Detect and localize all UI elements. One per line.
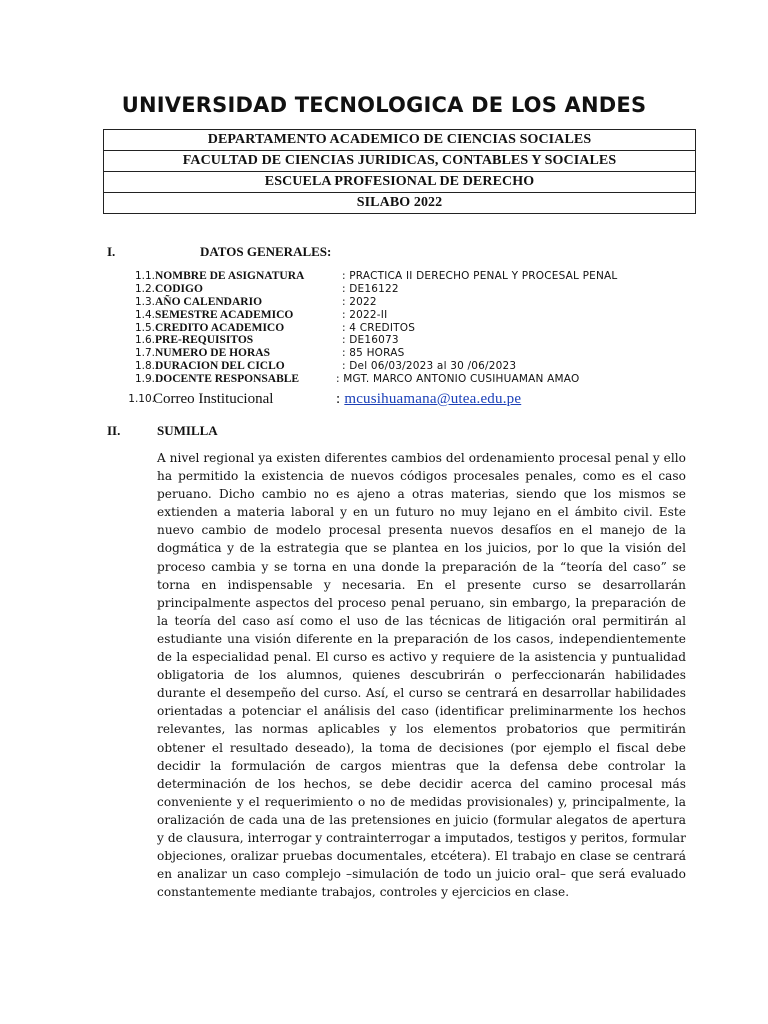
list-item bbox=[120, 334, 720, 347]
item-value: : DE16122 bbox=[342, 282, 399, 295]
section-2-title: SUMILLA bbox=[157, 423, 218, 438]
school-cell: ESCUELA PROFESIONAL DE DERECHO bbox=[104, 172, 696, 193]
item-number: 1.2. bbox=[134, 282, 155, 295]
item-label: DURACION DEL CICLO bbox=[155, 360, 285, 373]
list-item bbox=[120, 322, 720, 335]
item-label: NUMERO DE HORAS bbox=[155, 347, 271, 360]
document-title: UNIVERSIDAD TECNOLOGICA DE LOS ANDES bbox=[121, 93, 647, 117]
item-value: : 85 HORAS bbox=[342, 347, 405, 360]
item-label: SEMESTRE ACADEMICO bbox=[155, 308, 294, 321]
item-label: Correo Institucional bbox=[153, 391, 274, 408]
list-item bbox=[120, 283, 720, 296]
item-value: : 2022-II bbox=[342, 308, 388, 321]
faculty-cell: FACULTAD DE CIENCIAS JURIDICAS, CONTABLES Y SOCIALES bbox=[104, 151, 696, 172]
item-value: : DE16073 bbox=[342, 334, 399, 347]
item-value: : 2022 bbox=[342, 295, 377, 308]
item-number: 1.8. bbox=[134, 360, 155, 373]
header-row bbox=[104, 172, 696, 193]
item-value: : MGT. MARCO ANTONIO CUSIHUAMAN AMAO bbox=[336, 373, 580, 386]
item-number: 1.1. bbox=[134, 270, 155, 282]
item-label: DOCENTE RESPONSABLE bbox=[155, 373, 300, 386]
section-1-title: DATOS GENERALES: bbox=[200, 244, 332, 259]
list-item-email bbox=[120, 389, 720, 409]
department-cell: DEPARTAMENTO ACADEMICO DE CIENCIAS SOCIALES bbox=[104, 130, 696, 151]
item-value bbox=[336, 389, 521, 409]
item-label: PRE-REQUISITOS bbox=[155, 334, 254, 347]
header-row bbox=[104, 130, 696, 151]
list-item bbox=[120, 296, 720, 309]
item-number: 1.10. bbox=[128, 393, 155, 406]
list-item bbox=[120, 373, 720, 386]
syllabus-cell: SILABO 2022 bbox=[104, 193, 696, 214]
item-label: NOMBRE DE ASIGNATURA bbox=[155, 270, 305, 282]
item-label: AÑO CALENDARIO bbox=[155, 295, 263, 308]
header-row bbox=[104, 151, 696, 172]
item-number: 1.6. bbox=[134, 334, 155, 347]
list-item bbox=[120, 347, 720, 360]
sumilla-paragraph: A nivel regional ya existen diferentes cambios del ordenamiento procesal penal y ello ha permitido la existencia de nuevos códigos procesales penales, como es el caso peruano. Dicho cambio no es ajeno a otras materias, siendo que los mismos se extienden a materia laboral y en un futuro no muy lejano en el ámbito civil. Este nuevo cambio de modelo procesal presenta nuevos desafíos en el manejo de la dogmática y de la estrategia que se plantea en los juicios, por lo que la visión del proceso cambia y se torna en una donde la preparación de la “teoría del caso” se torna en indispensable y necesaria. En el presente curso se desarrollarán principalmente aspectos del proceso penal peruano, sin embargo, la preparación de la teoría del caso así como el uso de las técnicas de litigación oral permitirán al estudiante una visión diferente en la preparación de los casos, independientemente de la especialidad penal. El curso es activo y requiere de la asistencia y puntualidad obligatoria de los alumnos, quienes descubrirán o perfeccionarán habilidades durante el desempeño del curso. Así, el curso se centrará en desarrollar habilidades orientadas a potenciar el análisis del caso (identificar preliminarmente los hechos relevantes, las normas aplicables y los elementos probatorios que permitirán obtener el resultado deseado), la toma de decisiones (por ejemplo el fiscal debe decidir la formulación de cargos mientras que la defensa debe controlar la determinación de los hechos, se debe decidir acerca del camino procesal más conveniente y el requerimiento o no de medidas provisionales) y, principalmente, la oralización de cada una de las pretensiones en juicio (formular alegatos de apertura y de clausura, interrogar y contrainterrogar a imputados, testigos y peritos, formular objeciones, oralizar pruebas documentales, etcétera). El trabajo en clase se centrará en analizar un caso complejo –simulación de todo un juicio oral– que será evaluado constantemente mediante trabajos, controles y ejercicios en clase. bbox=[157, 451, 686, 900]
section-1-number: I. bbox=[107, 244, 116, 259]
item-value: : PRACTICA II DERECHO PENAL Y PROCESAL PENAL bbox=[342, 270, 618, 282]
item-number: 1.3. bbox=[134, 295, 155, 308]
item-label: CODIGO bbox=[155, 282, 203, 295]
item-number: 1.5. bbox=[134, 321, 155, 334]
list-item bbox=[120, 309, 720, 322]
item-number: 1.4. bbox=[134, 308, 155, 321]
header-row bbox=[104, 193, 696, 214]
datos-generales-list bbox=[120, 270, 720, 409]
header-table bbox=[103, 129, 696, 214]
item-value: : 4 CREDITOS bbox=[342, 321, 416, 334]
item-label: CREDITO ACADEMICO bbox=[155, 321, 285, 334]
item-number: 1.9. bbox=[134, 373, 155, 386]
email-link[interactable]: mcusihuamana@utea.edu.pe bbox=[344, 391, 522, 408]
item-value: : Del 06/03/2023 al 30 /06/2023 bbox=[342, 360, 517, 373]
item-number: 1.7. bbox=[134, 347, 155, 360]
section-2-number: II. bbox=[107, 423, 121, 438]
list-item bbox=[120, 360, 720, 373]
email-colon: : bbox=[336, 391, 345, 408]
list-item bbox=[120, 270, 720, 283]
